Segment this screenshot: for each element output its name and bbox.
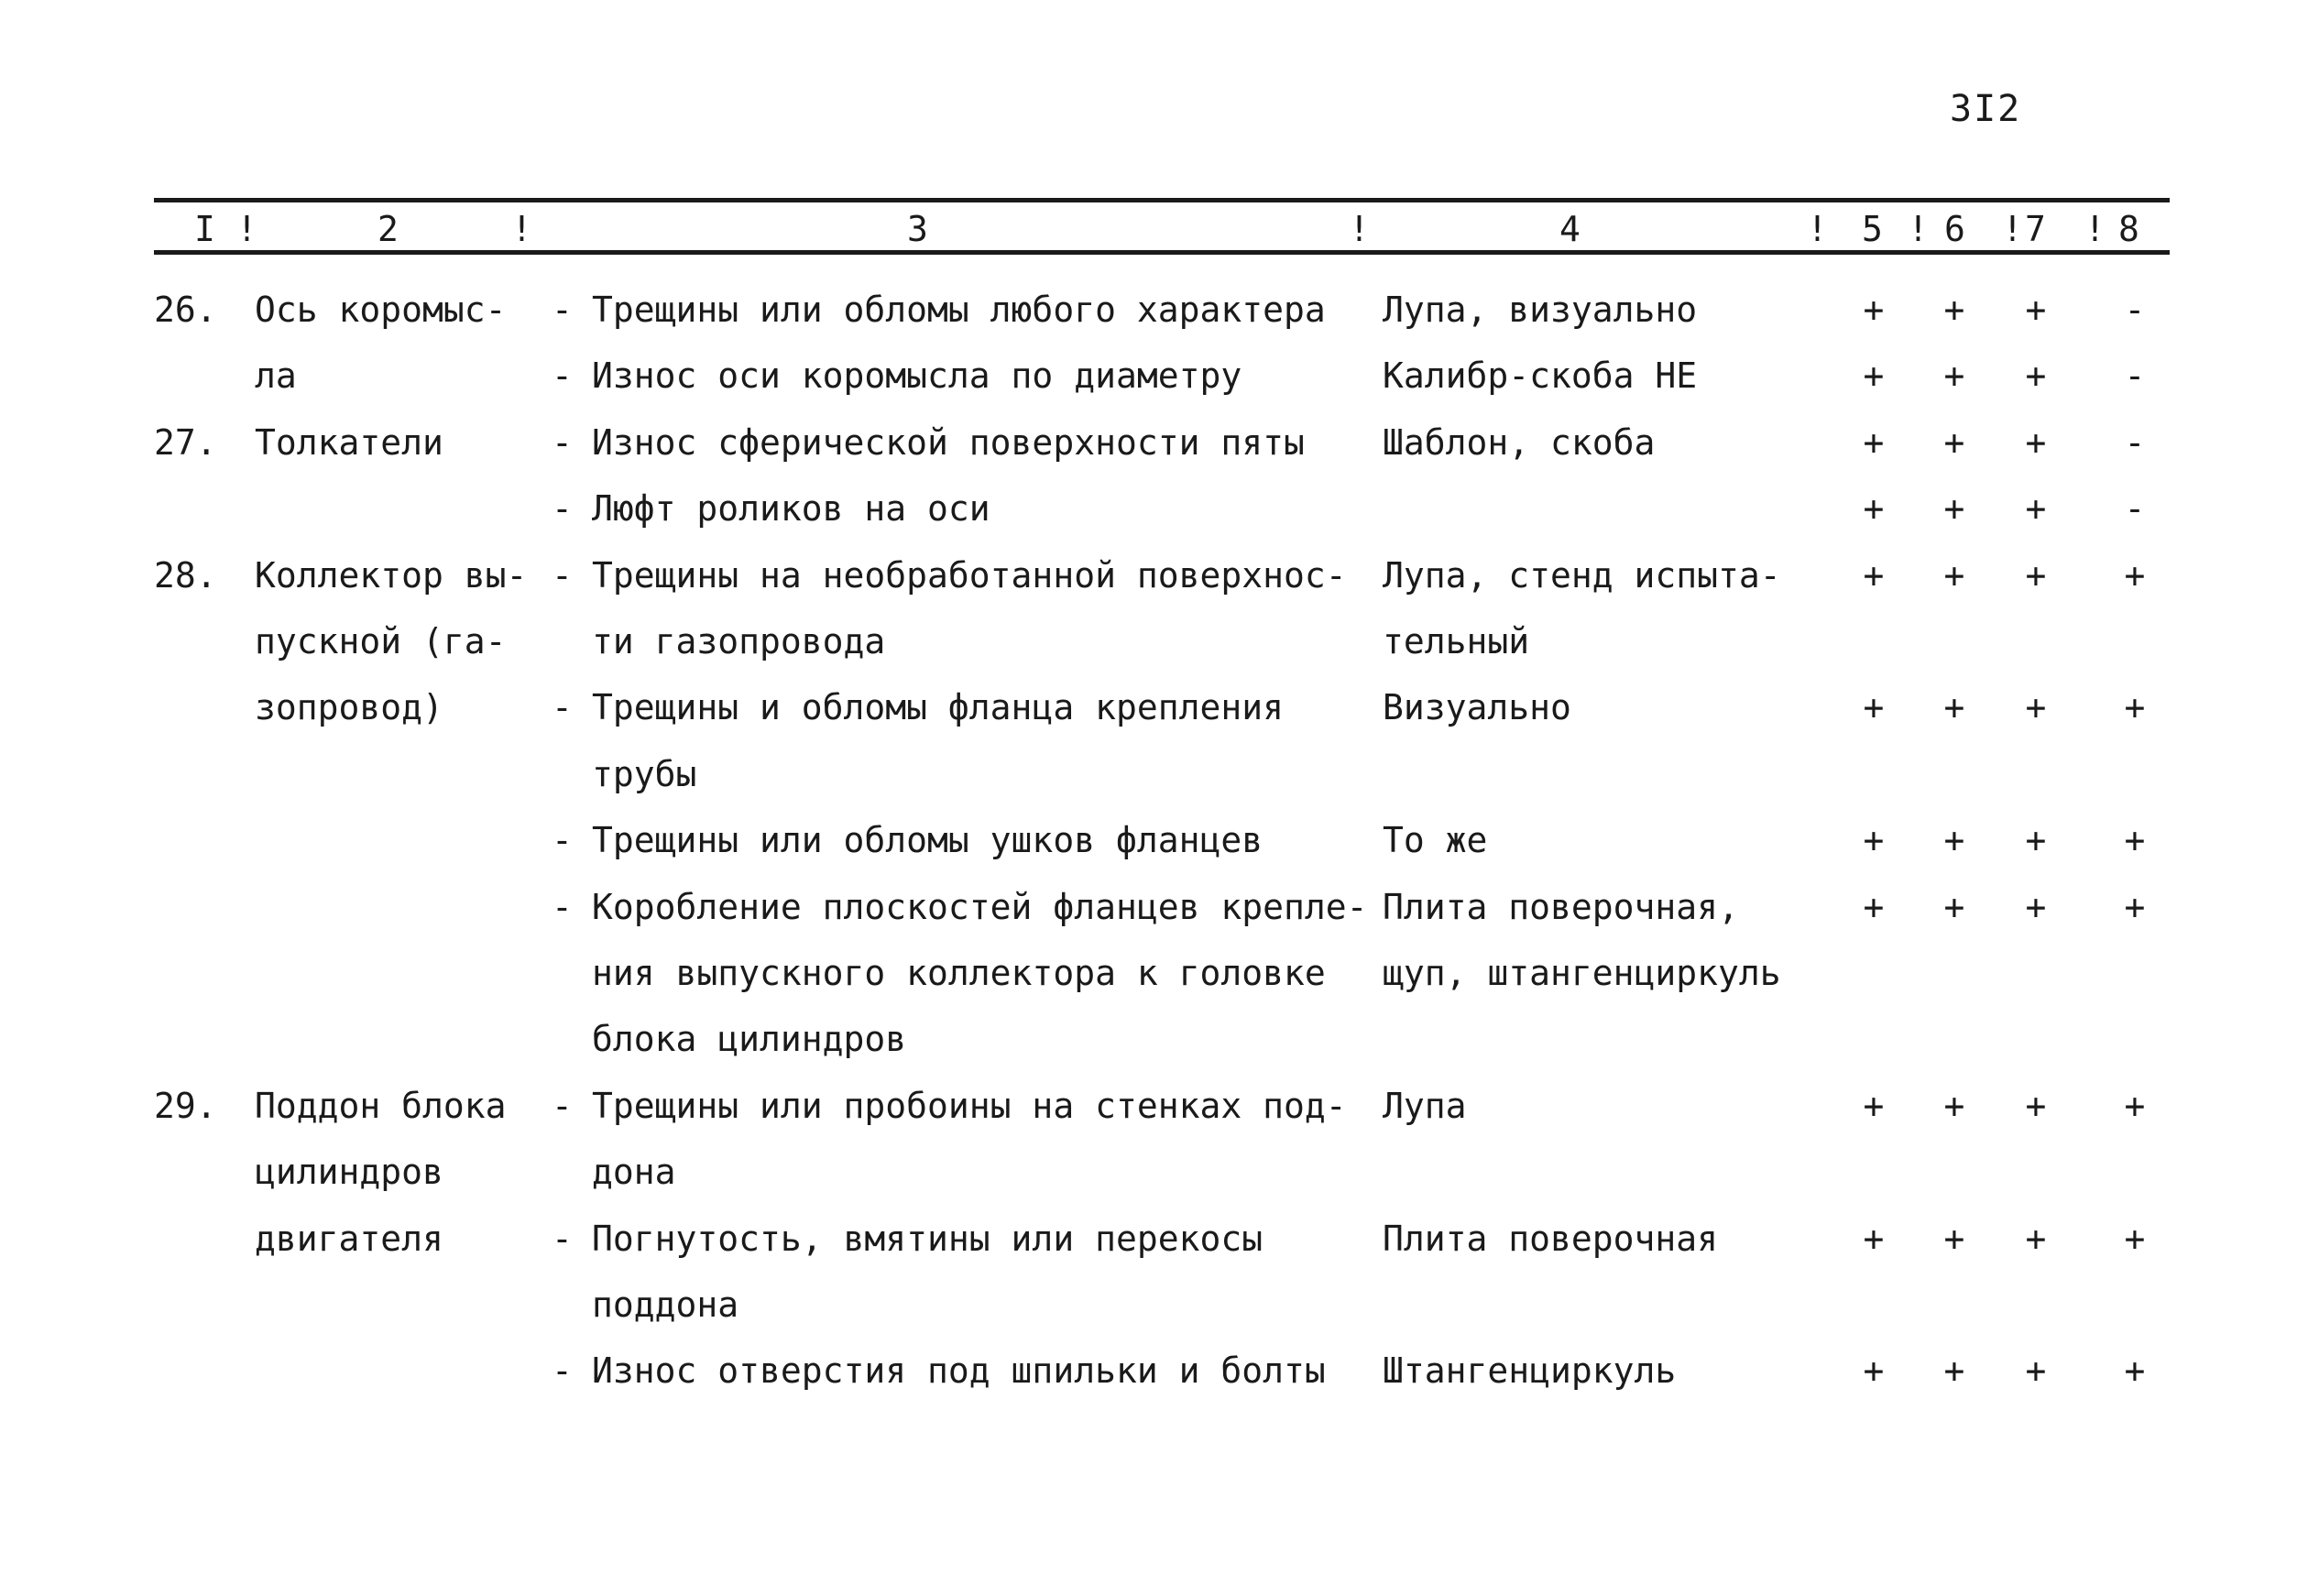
mark-col-8: - [2124, 290, 2146, 330]
header-col-2: 2 [377, 209, 399, 249]
table-row [0, 1073, 2308, 1139]
mark-col-7: + [2025, 1218, 2047, 1259]
defect-description: Трещины на необработанной поверхнос- [592, 554, 1347, 596]
mark-col-5: + [1863, 421, 1885, 463]
mark-col-5: + [1863, 554, 1885, 596]
defect-description: дона [592, 1152, 676, 1193]
table-row [0, 874, 2308, 940]
header-col-3: 3 [907, 209, 928, 249]
mark-col-6: + [1943, 886, 1965, 927]
table-row [0, 476, 2308, 541]
header-separator: ! [236, 209, 257, 249]
page-number: 3I2 [1950, 88, 2022, 130]
part-name: Толкатели [255, 421, 443, 463]
item-dash: - [552, 1350, 573, 1392]
defect-description: поддона [592, 1284, 739, 1325]
mark-col-5: + [1863, 1085, 1885, 1126]
mark-col-8: + [2124, 1218, 2146, 1259]
mark-col-7: + [2025, 1085, 2047, 1126]
item-dash: - [552, 290, 573, 330]
table-row [0, 741, 2308, 807]
inspection-method: То же [1383, 820, 1488, 861]
part-name: пускной (га- [255, 621, 507, 661]
item-dash: - [552, 687, 573, 728]
header-col-4: 4 [1559, 209, 1581, 249]
mark-col-7: + [2025, 554, 2047, 596]
inspection-method: Лупа [1383, 1085, 1467, 1126]
row-number: 28. [154, 554, 217, 596]
header-col-5: 5 [1862, 209, 1883, 249]
mark-col-6: + [1943, 554, 1965, 596]
part-name: ла [255, 355, 297, 397]
item-dash: - [552, 488, 573, 530]
table-row [0, 674, 2308, 740]
table-row [0, 1206, 2308, 1272]
mark-col-6: + [1943, 687, 1965, 728]
mark-col-8: - [2124, 421, 2146, 463]
header-col-8: 8 [2118, 209, 2139, 249]
defect-description: Погнутость, вмятины или перекосы [592, 1218, 1263, 1259]
table-row [0, 1006, 2308, 1072]
defect-description: трубы [592, 753, 697, 794]
mark-col-6: + [1943, 1350, 1965, 1392]
mark-col-5: + [1863, 290, 1885, 330]
mark-col-7: + [2025, 488, 2047, 530]
row-number: 27. [154, 421, 217, 463]
mark-col-7: + [2025, 820, 2047, 861]
table-row [0, 410, 2308, 476]
mark-col-6: + [1943, 488, 1965, 530]
mark-col-5: + [1863, 820, 1885, 861]
mark-col-8: + [2124, 1350, 2146, 1392]
mark-col-5: + [1863, 886, 1885, 927]
part-name: двигателя [255, 1218, 443, 1259]
mark-col-8: + [2124, 554, 2146, 596]
mark-col-6: + [1943, 1218, 1965, 1259]
item-dash: - [552, 1218, 573, 1259]
defect-description: Износ оси коромысла по диаметру [592, 355, 1242, 397]
defect-description: ти газопровода [592, 621, 886, 661]
part-name: Коллектор вы- [255, 554, 528, 596]
inspection-method: щуп, штангенциркуль [1383, 953, 1781, 993]
header-col-1: I [194, 209, 215, 249]
mark-col-8: - [2124, 488, 2146, 530]
mark-col-7: + [2025, 290, 2047, 330]
defect-description: Износ сферической поверхности пяты [592, 421, 1305, 463]
mark-col-8: + [2124, 1085, 2146, 1126]
mark-col-5: + [1863, 355, 1885, 397]
header-col-6: 6 [1944, 209, 1965, 249]
table-row [0, 1272, 2308, 1338]
item-dash: - [552, 1085, 573, 1126]
defect-description: ния выпускного коллектора к головке [592, 953, 1326, 993]
table-row [0, 807, 2308, 873]
inspection-method: Плита поверочная [1383, 1218, 1719, 1259]
mark-col-8: - [2124, 355, 2146, 397]
table-row [0, 940, 2308, 1006]
table-row [0, 277, 2308, 343]
header-separator: ! [2002, 209, 2023, 249]
mark-col-5: + [1863, 1350, 1885, 1392]
defect-description: блока цилиндров [592, 1019, 907, 1060]
inspection-method: Штангенциркуль [1383, 1350, 1677, 1392]
mark-col-7: + [2025, 886, 2047, 927]
mark-col-6: + [1943, 1085, 1965, 1126]
item-dash: - [552, 554, 573, 596]
item-dash: - [552, 886, 573, 927]
table-row [0, 608, 2308, 674]
item-dash: - [552, 421, 573, 463]
part-name: зопровод) [255, 687, 443, 728]
inspection-method: Плита поверочная, [1383, 886, 1739, 927]
header-separator: ! [1349, 209, 1370, 249]
mark-col-5: + [1863, 488, 1885, 530]
mark-col-8: + [2124, 687, 2146, 728]
defect-description: Износ отверстия под шпильки и болты [592, 1350, 1326, 1392]
header-separator: ! [511, 209, 532, 249]
mark-col-6: + [1943, 820, 1965, 861]
mark-col-5: + [1863, 1218, 1885, 1259]
mark-col-7: + [2025, 1350, 2047, 1392]
table-row [0, 542, 2308, 608]
inspection-method: Шаблон, скоба [1383, 421, 1656, 463]
inspection-method: Лупа, визуально [1383, 290, 1698, 330]
table-row [0, 1139, 2308, 1205]
defect-description: Коробление плоскостей фланцев крепле- [592, 886, 1368, 927]
mark-col-6: + [1943, 355, 1965, 397]
table-row [0, 1338, 2308, 1404]
header-separator: ! [2084, 209, 2106, 249]
defect-description: Трещины и обломы фланца крепления [592, 687, 1284, 728]
row-number: 29. [154, 1085, 217, 1126]
part-name: Ось коромыс- [255, 290, 507, 330]
mark-col-7: + [2025, 687, 2047, 728]
header-separator: ! [1908, 209, 1929, 249]
mark-col-7: + [2025, 421, 2047, 463]
inspection-method: Лупа, стенд испыта- [1383, 554, 1781, 596]
header-top-rule [154, 198, 2170, 202]
defect-description: Люфт роликов на оси [592, 488, 990, 530]
mark-col-6: + [1943, 290, 1965, 330]
defect-description: Трещины или обломы ушков фланцев [592, 820, 1263, 861]
inspection-method: Калибр-скоба НЕ [1383, 355, 1698, 397]
header-bottom-rule [154, 250, 2170, 255]
mark-col-8: + [2124, 886, 2146, 927]
inspection-method: Визуально [1383, 687, 1571, 728]
mark-col-5: + [1863, 687, 1885, 728]
mark-col-6: + [1943, 421, 1965, 463]
part-name: Поддон блока [255, 1085, 507, 1126]
inspection-method: тельный [1383, 621, 1530, 661]
table-row [0, 343, 2308, 409]
row-number: 26. [154, 290, 217, 330]
header-col-7: 7 [2025, 209, 2046, 249]
defect-description: Трещины или обломы любого характера [592, 290, 1326, 330]
header-separator: ! [1807, 209, 1828, 249]
part-name: цилиндров [255, 1152, 443, 1193]
item-dash: - [552, 355, 573, 397]
item-dash: - [552, 820, 573, 861]
defect-description: Трещины или пробоины на стенках под- [592, 1085, 1347, 1126]
mark-col-7: + [2025, 355, 2047, 397]
mark-col-8: + [2124, 820, 2146, 861]
